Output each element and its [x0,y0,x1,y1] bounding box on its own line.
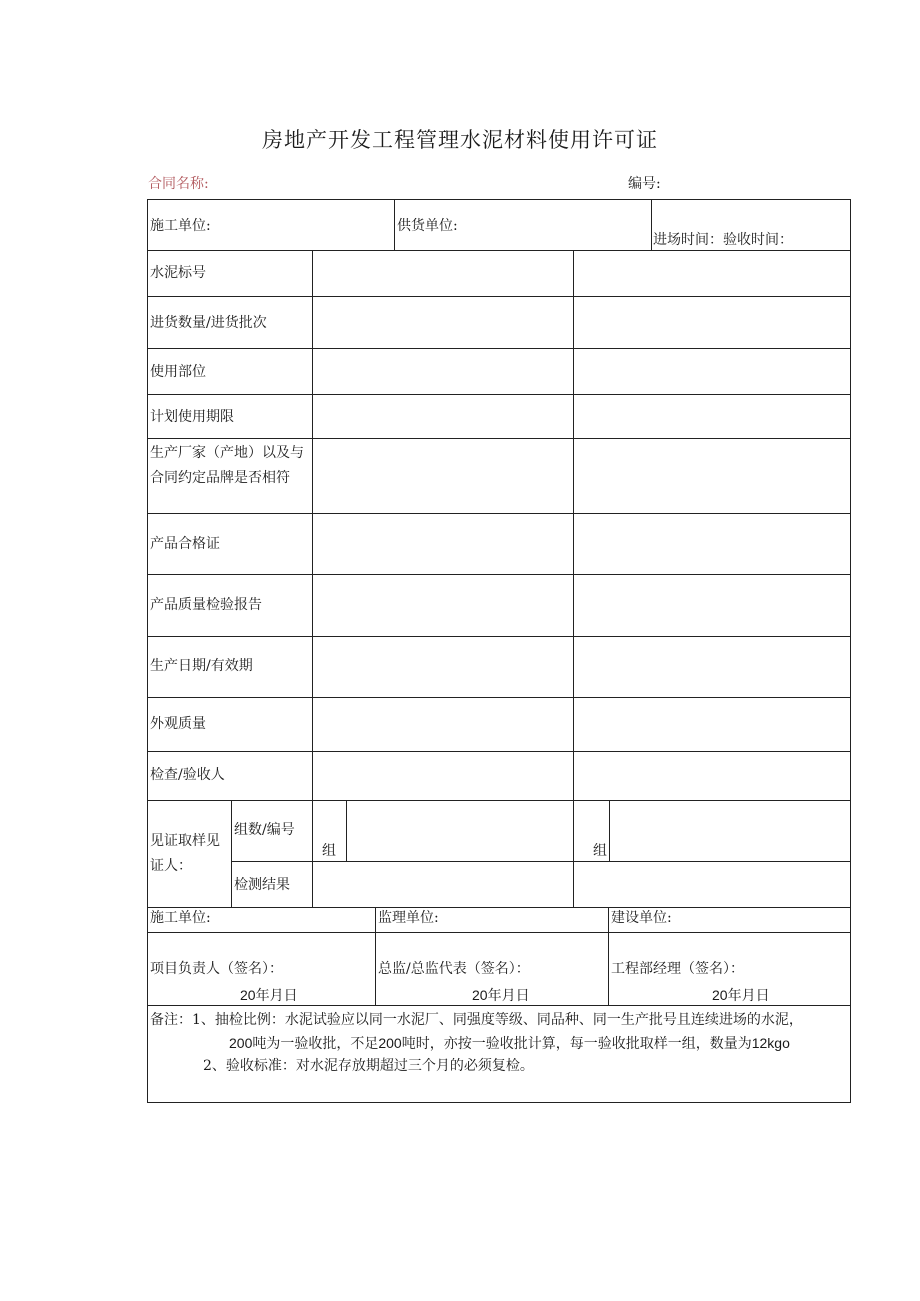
number-label: 编号: [628,176,661,192]
notes-line-3: 2、验收标准：对水泥存放期超过三个月的必须复检。 [203,1058,534,1074]
sign-date-1: 20年月日 [240,987,298,1004]
table-rule [147,800,851,801]
table-rule [573,250,574,907]
table-rule [147,907,851,908]
row-label-quantity-batch: 进货数量/进货批次 [150,315,267,331]
table-rule [231,861,851,862]
group-number-label: 组数/编号 [234,822,295,838]
table-rule [312,250,313,907]
table-rule [147,751,851,752]
row-label-inspector: 检查/验收人 [150,767,225,783]
table-rule [147,394,851,395]
table-rule [147,932,851,933]
row-label-manufacturer: 生产厂家（产地）以及与合同约定品牌是否相符 [150,445,304,486]
table-rule [147,697,851,698]
table-rule [231,800,232,907]
notes-line-1: 备注：1、抽检比例：水泥试验应以同一水泥厂、同强度等级、同品种、同一生产批号且连续进场的水泥， [150,1012,803,1028]
table-rule [346,800,347,861]
signer-project-leader: 项目负责人（签名）： [150,961,283,977]
entry-acceptance-time-label: 进场时间：验收时间： [653,232,793,248]
table-rule [651,199,652,250]
row-label-usage-location: 使用部位 [150,364,206,380]
table-rule [375,907,376,1005]
table-rule [394,199,395,250]
table-rule [147,513,851,514]
signer-engineering-manager: 工程部经理（签名）： [611,961,744,977]
row-label-inspection-report: 产品质量检验报告 [150,597,262,613]
row-label-certificate: 产品合格证 [150,536,220,552]
row-label-cement-grade: 水泥标号 [150,265,206,281]
supply-unit-label: 供货单位: [397,218,458,234]
table-rule [147,636,851,637]
sign-owner-unit: 建设单位: [611,910,672,926]
table-rule [147,438,851,439]
page-title: 房地产开发工程管理水泥材料使用许可证 [262,128,658,152]
row-label-production-date: 生产日期/有效期 [150,658,253,674]
test-result-label: 检测结果 [234,877,290,893]
table-rule [147,348,851,349]
signer-chief-supervisor: 总监/总监代表（签名）： [378,961,530,977]
contract-name-label: 合同名称: [148,176,209,192]
construction-unit-label: 施工单位: [150,218,211,234]
sign-construction-unit: 施工单位: [150,910,211,926]
row-label-appearance: 外观质量 [150,716,206,732]
group-unit-right: 组 [593,843,607,859]
row-label-usage-period: 计划使用期限 [150,409,234,425]
table-rule [609,800,610,861]
table-rule [147,296,851,297]
witness-label: 见证取样见证人： [150,833,220,874]
table-rule [147,574,851,575]
sign-supervision-unit: 监理单位: [378,910,439,926]
sign-date-3: 20年月日 [712,987,770,1004]
group-unit-left: 组 [322,843,336,859]
notes-line-2: 200吨为一验收批，不足200吨时，亦按一验收批计算，每一验收批取样一组，数量为12kgo [229,1035,790,1052]
table-rule [147,250,851,251]
table-rule [608,907,609,1005]
sign-date-2: 20年月日 [472,987,530,1004]
